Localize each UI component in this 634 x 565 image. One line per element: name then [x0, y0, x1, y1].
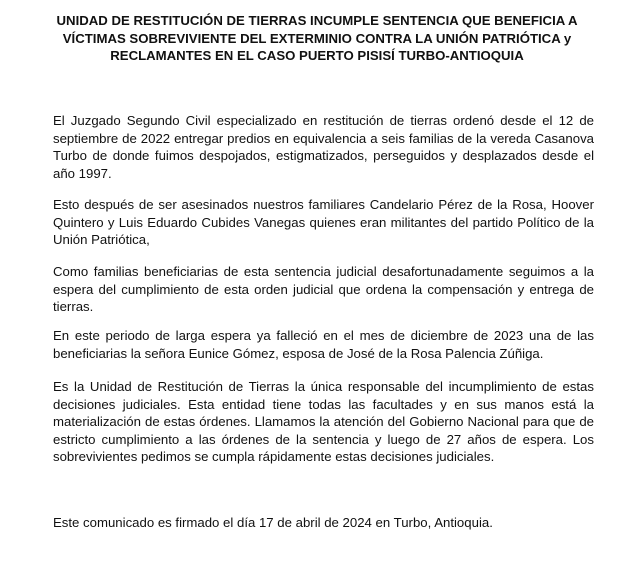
paragraph-responsibility: Es la Unidad de Restitución de Tierras la única responsable del incumplimiento de estas decisiones judiciales. Esta entidad tiene todas las facultades y en sus manos está la materialización de estas órdenes. Llamamos la atención del Gobierno Nacional para que de estricto cumplimiento a las órdenes de la sentencia y luego de 27 años de espera. Los sobrevivientes pedimos se cumpla rápidamente estas decisiones judiciales.	[53, 379, 594, 465]
closing-signature-line: Este comunicado es firmado el día 17 de abril de 2024 en Turbo, Antioquia.	[53, 515, 493, 530]
document-title: UNIDAD DE RESTITUCIÓN DE TIERRAS INCUMPLE SENTENCIA QUE BENEFICIA A VÍCTIMAS SOBREVIVIENTE DEL EXTERMINIO CONTRA LA UNIÓN PATRIÓTICA y RECLAMANTES EN EL CASO PUERTO PISISÍ TURBO-ANTIOQUIA	[56, 13, 578, 63]
paragraph-beneficiary-families: Como familias beneficiarias de esta sentencia judicial desafortunadamente seguimos a la espera del cumplimiento de esta orden judicial que ordena la compensación y entrega de tierras.	[53, 264, 594, 315]
paragraph-court-order: El Juzgado Segundo Civil especializado en restitución de tierras ordenó desde el 12 de septiembre de 2022 entregar predios en equivalencia a seis familias de la vereda Casanova Turbo de donde fuimos despojados, estigmatizados, perseguidos y desplazados desde el año 1997.	[53, 113, 594, 181]
paragraph-deceased-beneficiary: En este periodo de larga espera ya falleció en el mes de diciembre de 2023 una de las beneficiarias la señora Eunice Gómez, esposa de José de la Rosa Palencia Zúñiga.	[53, 328, 594, 361]
paragraph-victims: Esto después de ser asesinados nuestros familiares Candelario Pérez de la Rosa, Hoover Quintero y Luis Eduardo Cubides Vanegas quienes eran militantes del partido Político de la Unión Patriótica,	[53, 197, 594, 248]
